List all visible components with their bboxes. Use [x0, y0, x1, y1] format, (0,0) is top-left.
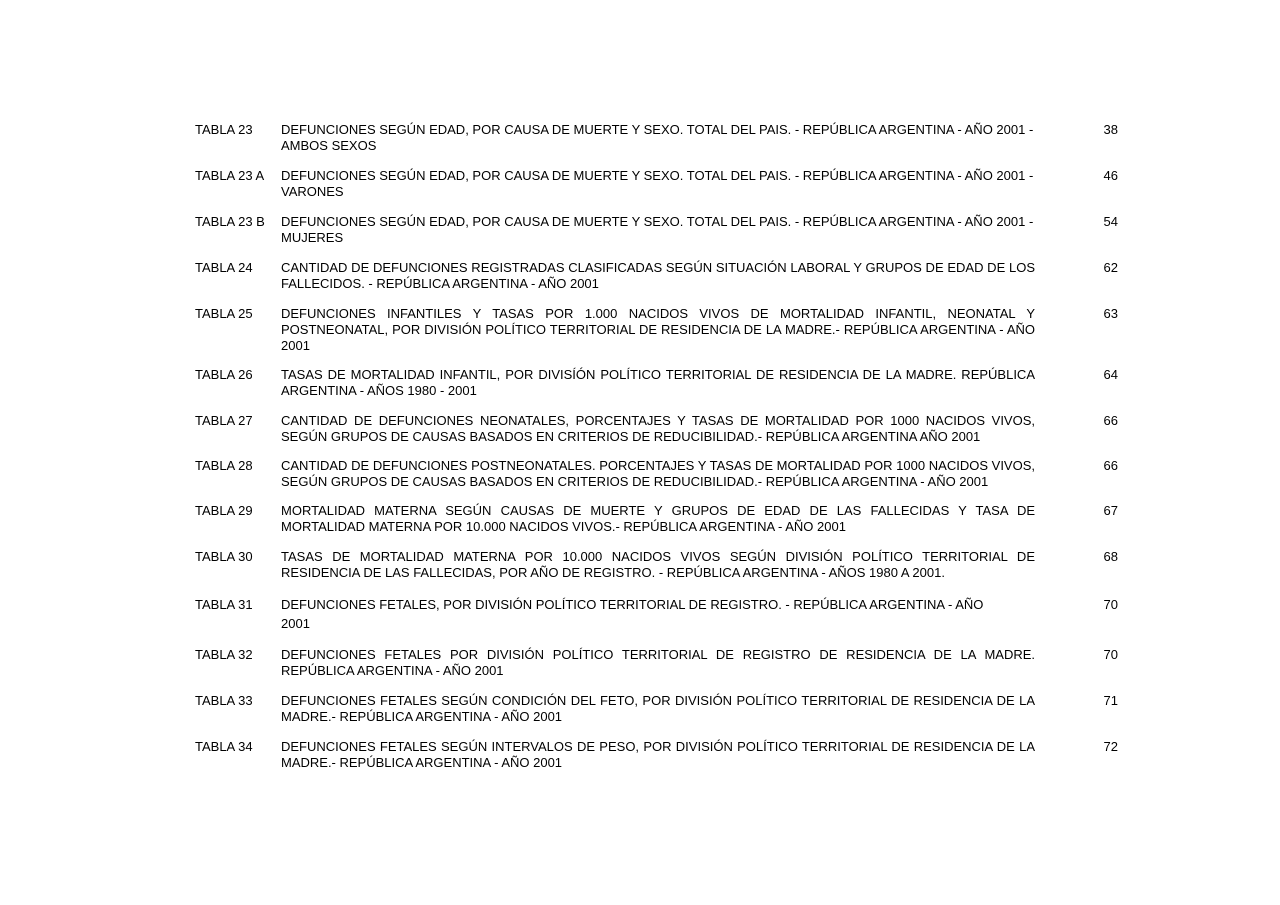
toc-row-label: TABLA 27	[195, 413, 253, 428]
toc-row-tabla-33[interactable]	[195, 693, 1125, 725]
toc-row-title: MORTALIDAD MATERNA SEGÚN CAUSAS DE MUERTE Y GRUPOS DE EDAD DE LAS FALLECIDAS Y TASA DE MORTALIDAD MATERNA POR 10.000 NACIDOS VIVOS.- REPÚBLICA ARGENTINA - AÑO 2001	[281, 503, 1035, 534]
toc-row-page: 72	[1103, 739, 1118, 754]
toc-row-tabla-34[interactable]	[195, 739, 1125, 771]
toc-row-title: DEFUNCIONES INFANTILES Y TASAS POR 1.000 NACIDOS VIVOS DE MORTALIDAD INFANTIL, NEONATAL Y POSTNEONATAL, POR DIVISIÓN POLÍTICO TERRITORIAL DE RESIDENCIA DE LA MADRE.- REPÚBLICA ARGENTINA - AÑO 2001	[281, 306, 1035, 353]
toc-row-tabla-30[interactable]	[195, 549, 1125, 581]
toc-row-tabla-32[interactable]	[195, 647, 1125, 679]
toc-row-tabla-29[interactable]	[195, 503, 1125, 535]
toc-row-page: 70	[1103, 647, 1118, 662]
toc-row-page: 54	[1103, 214, 1118, 229]
toc-row-page: 63	[1103, 306, 1118, 321]
toc-row-page: 70	[1103, 597, 1118, 612]
toc-row-page: 68	[1103, 549, 1118, 564]
toc-row-label: TABLA 23 A	[195, 168, 265, 183]
toc-row-tabla-25[interactable]	[195, 306, 1125, 354]
toc-row-page: 67	[1103, 503, 1118, 518]
toc-row-title: DEFUNCIONES FETALES SEGÚN INTERVALOS DE PESO, POR DIVISIÓN POLÍTICO TERRITORIAL DE RESIDENCIA DE LA MADRE.- REPÚBLICA ARGENTINA - AÑO 2001	[281, 739, 1035, 770]
table-of-contents	[195, 122, 1125, 785]
toc-row-label: TABLA 33	[195, 693, 253, 708]
toc-row-tabla-27[interactable]	[195, 413, 1125, 445]
toc-row-label: TABLA 29	[195, 503, 253, 518]
toc-row-tabla-23[interactable]	[195, 122, 1125, 154]
toc-row-title: DEFUNCIONES SEGÚN EDAD, POR CAUSA DE MUERTE Y SEXO. TOTAL DEL PAIS. - REPÚBLICA ARGENTINA - AÑO 2001 - VARONES	[281, 168, 1034, 199]
toc-row-tabla-26[interactable]	[195, 367, 1125, 399]
toc-row-title: DEFUNCIONES SEGÚN EDAD, POR CAUSA DE MUERTE Y SEXO. TOTAL DEL PAIS. - REPÚBLICA ARGENTINA - AÑO 2001 - MUJERES	[281, 214, 1034, 245]
toc-row-title: TASAS DE MORTALIDAD INFANTIL, POR DIVISÍÓN POLÍTICO TERRITORIAL DE RESIDENCIA DE LA MADRE. REPÚBLICA ARGENTINA - AÑOS 1980 - 2001	[281, 367, 1035, 398]
toc-row-page: 38	[1103, 122, 1118, 137]
toc-row-label: TABLA 32	[195, 647, 253, 662]
toc-row-label: TABLA 26	[195, 367, 253, 382]
toc-row-title: DEFUNCIONES FETALES, POR DIVISIÓN POLÍTICO TERRITORIAL DE REGISTRO. - REPÚBLICA ARGENTINA - AÑO 2001	[281, 597, 984, 631]
toc-row-label: TABLA 23 B	[195, 214, 265, 229]
toc-row-page: 64	[1103, 367, 1118, 382]
toc-row-label: TABLA 31	[195, 597, 253, 612]
toc-row-tabla-24[interactable]	[195, 260, 1125, 292]
toc-row-tabla-23b[interactable]	[195, 214, 1125, 246]
toc-row-page: 66	[1103, 458, 1118, 473]
toc-row-title: DEFUNCIONES SEGÚN EDAD, POR CAUSA DE MUERTE Y SEXO. TOTAL DEL PAIS. - REPÚBLICA ARGENTINA - AÑO 2001 - AMBOS SEXOS	[281, 122, 1034, 153]
toc-row-title: TASAS DE MORTALIDAD MATERNA POR 10.000 NACIDOS VIVOS SEGÚN DIVISIÓN POLÍTICO TERRITORIAL DE RESIDENCIA DE LAS FALLECIDAS, POR AÑO DE REGISTRO. - REPÚBLICA ARGENTINA - AÑOS 1980 A 2001.	[281, 549, 1035, 580]
toc-row-title: DEFUNCIONES FETALES POR DIVISIÓN POLÍTICO TERRITORIAL DE REGISTRO DE RESIDENCIA DE LA MADRE. REPÚBLICA ARGENTINA - AÑO 2001	[281, 647, 1035, 678]
toc-row-page: 46	[1103, 168, 1118, 183]
toc-row-tabla-31[interactable]	[195, 595, 1125, 633]
toc-row-page: 66	[1103, 413, 1118, 428]
toc-row-title: CANTIDAD DE DEFUNCIONES POSTNEONATALES. PORCENTAJES Y TASAS DE MORTALIDAD POR 1000 NACIDOS VIVOS, SEGÚN GRUPOS DE CAUSAS BASADOS EN CRITERIOS DE REDUCIBILIDAD.- REPÚBLICA ARGENTINA - AÑO 2001	[281, 458, 1035, 489]
toc-row-label: TABLA 28	[195, 458, 253, 473]
toc-row-label: TABLA 24	[195, 260, 253, 275]
toc-row-title: CANTIDAD DE DEFUNCIONES REGISTRADAS CLASIFICADAS SEGÚN SITUACIÓN LABORAL Y GRUPOS DE EDAD DE LOS FALLECIDOS. - REPÚBLICA ARGENTINA - AÑO 2001	[281, 260, 1035, 291]
toc-row-label: TABLA 34	[195, 739, 253, 754]
toc-row-page: 62	[1103, 260, 1118, 275]
toc-row-title: CANTIDAD DE DEFUNCIONES NEONATALES, PORCENTAJES Y TASAS DE MORTALIDAD POR 1000 NACIDOS VIVOS, SEGÚN GRUPOS DE CAUSAS BASADOS EN CRITERIOS DE REDUCIBILIDAD.- REPÚBLICA ARGENTINA AÑO 2001	[281, 413, 1035, 444]
toc-row-page: 71	[1103, 693, 1118, 708]
toc-row-label: TABLA 25	[195, 306, 253, 321]
toc-row-label: TABLA 30	[195, 549, 253, 564]
toc-row-tabla-28[interactable]	[195, 458, 1125, 490]
toc-row-label: TABLA 23	[195, 122, 253, 137]
toc-row-tabla-23a[interactable]	[195, 168, 1125, 200]
toc-row-title: DEFUNCIONES FETALES SEGÚN CONDICIÓN DEL FETO, POR DIVISIÓN POLÍTICO TERRITORIAL DE RESIDENCIA DE LA MADRE.- REPÚBLICA ARGENTINA - AÑO 2001	[281, 693, 1035, 724]
